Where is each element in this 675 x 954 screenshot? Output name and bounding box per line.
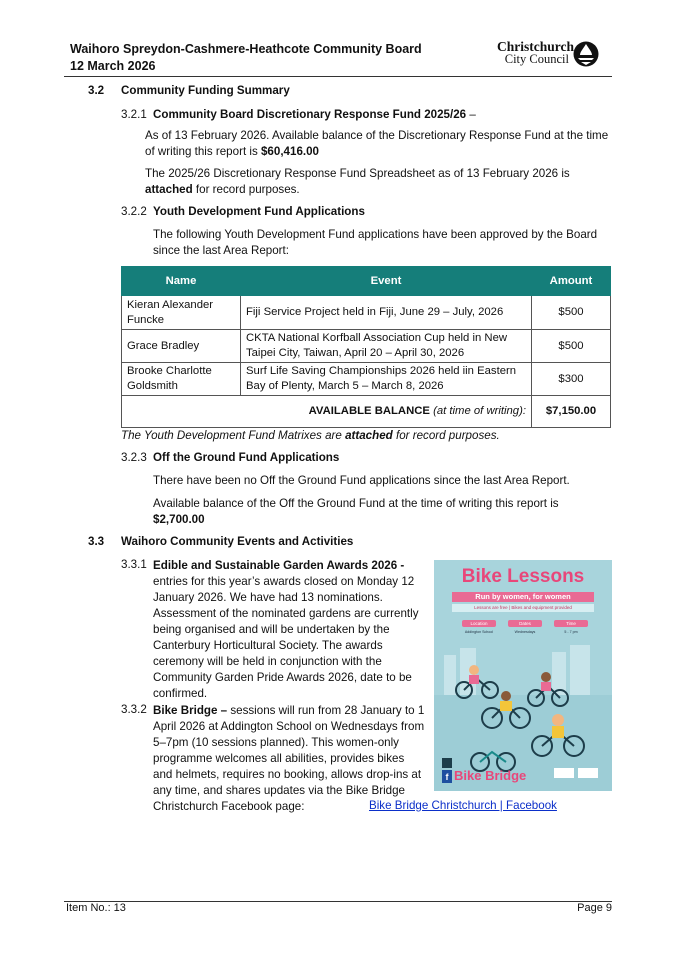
cell-amount: $500 xyxy=(532,330,611,363)
balance-label-cell xyxy=(122,396,532,428)
page-header-title xyxy=(70,41,490,75)
garden-awards-paragraph xyxy=(153,558,425,702)
subsection-title: Off the Ground Fund Applications xyxy=(153,451,340,464)
drf-spreadsheet-end: for record purposes. xyxy=(192,183,300,196)
section-title: Waihoro Community Events and Activities xyxy=(121,535,354,548)
poster-title: Bike Lessons xyxy=(461,566,585,587)
council-emblem-icon xyxy=(573,41,599,67)
otg-balance-text: Available balance of the Off the Ground Fund at the time of writing this report is xyxy=(153,497,559,510)
subsection-title: Community Board Discretionary Response Fund 2025/26 xyxy=(153,108,467,121)
cell-event: CKTA National Korfball Association Cup held in New Taipei City, Taiwan, April 20 – April 30, 2026 xyxy=(241,330,532,363)
cell-amount: $300 xyxy=(532,363,611,396)
facebook-icon: f xyxy=(442,772,452,783)
footer-divider xyxy=(64,901,612,902)
table-row xyxy=(122,296,611,330)
balance-value: $7,150.00 xyxy=(532,396,611,428)
ydf-intro: The following Youth Development Fund applications have been approved by the Board since the last Area Report: xyxy=(153,228,598,257)
drf-balance-text: As of 13 February 2026. Available balance of the Discretionary Response Fund at the time of writing this report is xyxy=(145,129,609,158)
subsection-number: 3.3.1 xyxy=(121,558,147,571)
note-end: for record purposes. xyxy=(392,429,500,442)
poster-location-val: Addington School xyxy=(464,630,494,634)
footer-page-number: Page 9 xyxy=(577,902,612,914)
drf-attached: attached xyxy=(145,183,193,196)
bike-bridge-title: Bike Bridge – xyxy=(153,704,228,717)
section-number: 3.3 xyxy=(88,535,105,548)
subsection-number: 3.3.2 xyxy=(121,703,147,716)
poster-brand-text: Bike Bridge xyxy=(454,768,527,783)
logo-line-1: Christchurch xyxy=(497,39,575,54)
poster-time-val: 5 - 7 pm xyxy=(564,630,578,634)
cell-name: Brooke Charlotte Goldsmith xyxy=(122,363,241,396)
table-row xyxy=(122,363,611,396)
poster-brand xyxy=(442,768,526,783)
poster-dates-val: Wednesdays xyxy=(514,630,536,634)
note-text: The Youth Development Fund Matrixes are xyxy=(121,429,346,442)
drf-spreadsheet-text: The 2025/26 Discretionary Response Fund Spreadsheet as of 13 February 2026 is xyxy=(145,167,570,180)
footer-item-number: Item No.: 13 xyxy=(66,902,126,914)
poster-location-head: Location xyxy=(470,621,488,626)
poster-time-head: Time xyxy=(566,621,576,626)
column-header-name: Name xyxy=(122,267,241,296)
bike-lessons-poster xyxy=(434,560,612,791)
cell-name: Grace Bradley xyxy=(122,330,241,363)
column-header-amount: Amount xyxy=(532,267,611,296)
balance-row xyxy=(122,396,611,428)
table-header-row xyxy=(122,267,611,296)
otg-balance-amount: $2,700.00 xyxy=(153,513,205,526)
poster-subtitle: Run by women, for women xyxy=(475,592,571,601)
otg-balance-paragraph xyxy=(153,496,613,528)
poster-tagline: Lessons are free | Bikes and equipment provided xyxy=(474,605,572,610)
otg-paragraph: There have been no Off the Ground Fund applications since the last Area Report. xyxy=(153,474,570,487)
council-logo xyxy=(497,40,603,70)
garden-awards-text: entries for this year’s awards closed on Monday 12 January 2026. We have had 13 nominations. Assessment of the nominated gardens are currently being organised and will be undertaken by the Canterbury Horticultural Society. The awards ceremony will be held in conjunction with the Community Garden Pride Awards 2026, date to be confirmed. xyxy=(153,575,419,700)
balance-note: (at time of writing): xyxy=(433,405,526,417)
subsection-number: 3.2.3 xyxy=(121,451,147,464)
subsection-number: 3.2.1 xyxy=(121,108,147,121)
column-header-event: Event xyxy=(241,267,532,296)
balance-label: AVAILABLE BALANCE xyxy=(308,405,430,417)
section-number: 3.2 xyxy=(88,84,105,97)
poster-dates-head: Dates xyxy=(519,621,531,626)
board-name: Waihoro Spreydon-Cashmere-Heathcote Community Board xyxy=(70,42,422,56)
logo-line-2: City Council xyxy=(504,52,569,66)
cell-name: Kieran Alexander Funcke xyxy=(122,296,241,330)
subsection-number: 3.2.2 xyxy=(121,205,147,218)
ydf-table xyxy=(121,266,611,428)
drf-balance-amount: $60,416.00 xyxy=(260,145,320,158)
garden-awards-title: Edible and Sustainable Garden Awards 2026 - xyxy=(153,559,405,572)
cell-event: Fiji Service Project held in Fiji, June 29 – July, 2026 xyxy=(241,296,532,330)
meeting-date: 12 March 2026 xyxy=(70,59,156,73)
header-divider xyxy=(64,76,612,77)
subsection-title: Youth Development Fund Applications xyxy=(153,205,365,218)
cell-event: Surf Life Saving Championships 2026 held iin Eastern Bay of Plenty, March 5 – March 8, 2026 xyxy=(241,363,532,396)
drf-spreadsheet-paragraph xyxy=(145,166,613,198)
note-attached: attached xyxy=(345,429,393,442)
bike-bridge-text: sessions will run from 28 January to 1 April 2026 at Addington School on Wednesdays from 5–7pm (10 sessions planned). This women-only programme welcomes all abilities, provides bikes and helmets, requires no booking, allows drop-ins at any time, and shares updates via the Bike Bridge Christchurch Facebook page: xyxy=(153,704,425,813)
subsection-title-suffix: – xyxy=(466,108,476,121)
drf-balance-paragraph xyxy=(145,128,613,160)
cell-amount: $500 xyxy=(532,296,611,330)
bike-bridge-facebook-link[interactable]: Bike Bridge Christchurch | Facebook xyxy=(369,799,557,812)
section-title: Community Funding Summary xyxy=(121,84,290,97)
ydf-matrix-note xyxy=(121,428,500,444)
table-row xyxy=(122,330,611,363)
subsection-heading xyxy=(153,108,476,121)
